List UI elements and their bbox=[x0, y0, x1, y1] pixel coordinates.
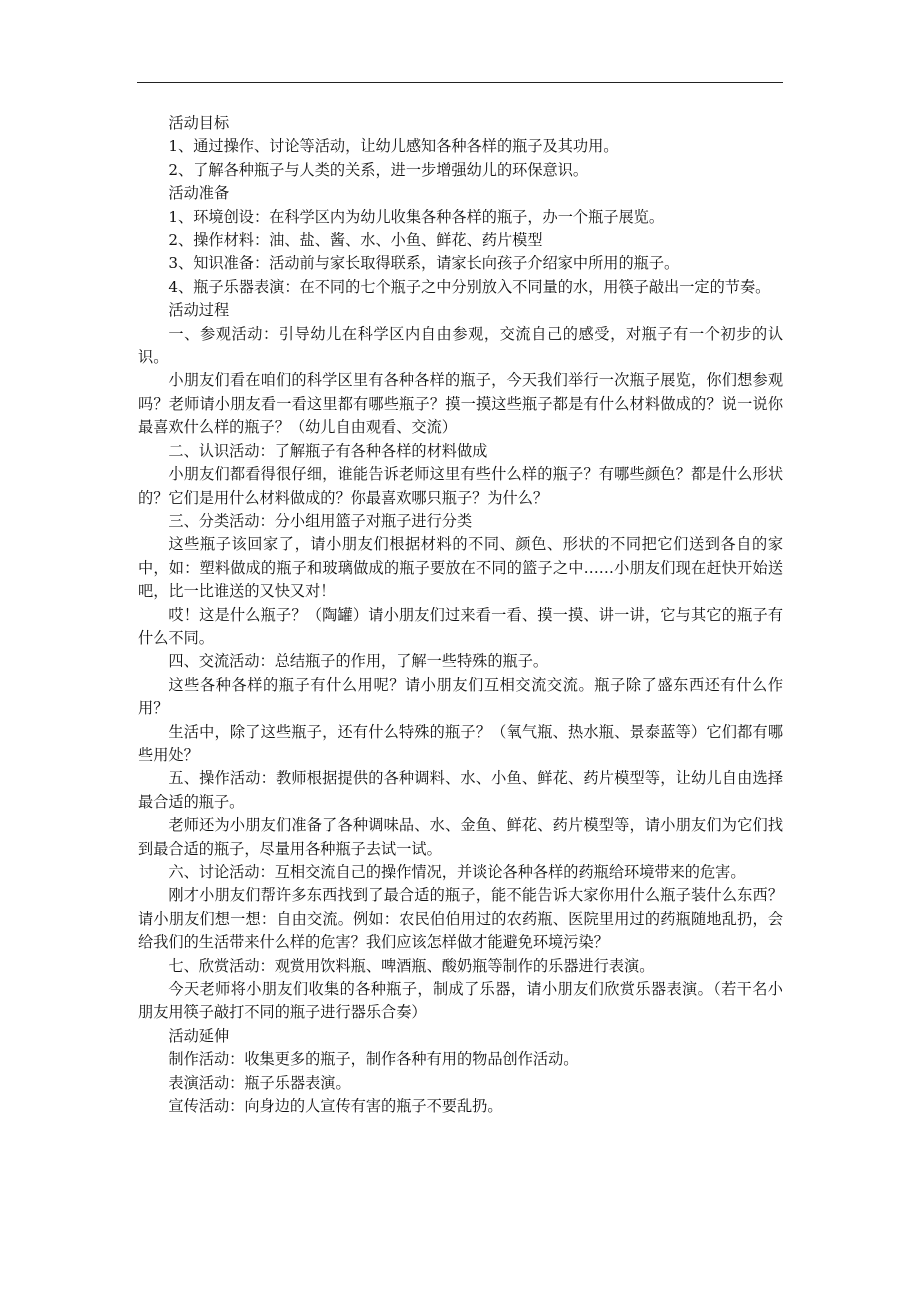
extension-item-1: 制作活动：收集更多的瓶子，制作各种有用的物品创作活动。 bbox=[168, 1050, 579, 1069]
process-step-5: 五、操作活动：教师根据提供的各种调料、水、小鱼、鲜花、药片模型等，让幼儿自由选择最合适的瓶子。 bbox=[138, 769, 783, 811]
goal-item-2: 2、了解各种瓶子与人类的关系，进一步增强幼儿的环保意识。 bbox=[168, 160, 589, 179]
section-heading-goals: 活动目标 bbox=[168, 114, 230, 132]
process-paragraph: 老师还为小朋友们准备了各种调味品、水、金鱼、鲜花、药片模型等，请小朋友们为它们找到最合适的瓶子，尽量用各种瓶子去试一试。 bbox=[138, 816, 783, 858]
process-paragraph: 生活中，除了这些瓶子，还有什么特殊的瓶子？（氧气瓶、热水瓶、景泰蓝等）它们都有哪些用处？ bbox=[138, 722, 783, 764]
process-step-3: 三、分类活动：分小组用篮子对瓶子进行分类 bbox=[168, 511, 473, 530]
process-paragraph: 小朋友们看在咱们的科学区里有各种各样的瓶子，今天我们举行一次瓶子展览，你们想参观吗？老师请小朋友看一看这里都有哪些瓶子？摸一摸这些瓶子都是有什么材料做成的？说一说你最喜欢什么样的瓶子？（幼儿自由观看、交流） bbox=[138, 371, 783, 437]
process-step-7: 七、欣赏活动：观赏用饮料瓶、啤酒瓶、酸奶瓶等制作的乐器进行表演。 bbox=[168, 956, 655, 975]
process-step-4: 四、交流活动：总结瓶子的作用，了解一些特殊的瓶子。 bbox=[168, 652, 549, 671]
extension-item-3: 宣传活动：向身边的人宣传有害的瓶子不要乱扔。 bbox=[168, 1097, 503, 1116]
process-paragraph: 小朋友们都看得很仔细，谁能告诉老师这里有些什么样的瓶子？有哪些颜色？都是什么形状的？它们是用什么材料做成的？你最喜欢哪只瓶子？为什么？ bbox=[138, 465, 783, 507]
preparation-item-3: 3、知识准备：活动前与家长取得联系，请家长向孩子介绍家中所用的瓶子。 bbox=[168, 254, 680, 273]
preparation-item-2: 2、操作材料：油、盐、酱、水、小鱼、鲜花、药片模型 bbox=[168, 231, 543, 250]
preparation-item-4: 4、瓶子乐器表演：在不同的七个瓶子之中分别放入不同量的水，用筷子敲出一定的节奏。 bbox=[168, 277, 771, 296]
extension-item-2: 表演活动：瓶子乐器表演。 bbox=[168, 1073, 351, 1092]
process-paragraph: 这些瓶子该回家了，请小朋友们根据材料的不同、颜色、形状的不同把它们送到各自的家中，如：塑料做成的瓶子和玻璃做成的瓶子要放在不同的篮子之中……小朋友们现在赶快开始送吧，比一比谁送的又快又对！ bbox=[138, 535, 783, 601]
process-paragraph: 今天老师将小朋友们收集的各种瓶子，制成了乐器，请小朋友们欣赏乐器表演。（若干名小朋友用筷子敲打不同的瓶子进行器乐合奏） bbox=[138, 980, 783, 1022]
process-step-1: 一、参观活动：引导幼儿在科学区内自由参观，交流自己的感受，对瓶子有一个初步的认识。 bbox=[138, 324, 783, 367]
section-heading-extension: 活动延伸 bbox=[168, 1026, 230, 1045]
preparation-item-1: 1、环境创设：在科学区内为幼儿收集各种各样的瓶子，办一个瓶子展览。 bbox=[168, 207, 665, 226]
process-step-6: 六、讨论活动：互相交流自己的操作情况，并谈论各种各样的药瓶给环境带来的危害。 bbox=[168, 863, 746, 881]
section-heading-process: 活动过程 bbox=[168, 301, 230, 320]
process-paragraph: 哎！这是什么瓶子？（陶罐）请小朋友们过来看一看、摸一摸、讲一讲，它与其它的瓶子有什么不同。 bbox=[138, 605, 783, 647]
process-step-2: 二、认识活动：了解瓶子有各种各样的材料做成 bbox=[168, 441, 488, 460]
process-paragraph: 刚才小朋友们帮许多东西找到了最合适的瓶子，能不能告诉大家你用什么瓶子装什么东西？请小朋友们想一想：自由交流。例如：农民伯伯用过的农药瓶、医院里用过的药瓶随地乱扔，会给我们的生活带来什么样的危害？我们应该怎样做才能避免环境污染？ bbox=[138, 886, 783, 952]
process-paragraph: 这些各种各样的瓶子有什么用呢？请小朋友们互相交流交流。瓶子除了盛东西还有什么作用？ bbox=[138, 675, 783, 718]
section-heading-preparation: 活动准备 bbox=[168, 184, 230, 203]
document-body bbox=[138, 112, 783, 1118]
header-rule bbox=[137, 82, 783, 83]
goal-item-1: 1、通过操作、讨论等活动，让幼儿感知各种各样的瓶子及其功用。 bbox=[168, 137, 619, 156]
